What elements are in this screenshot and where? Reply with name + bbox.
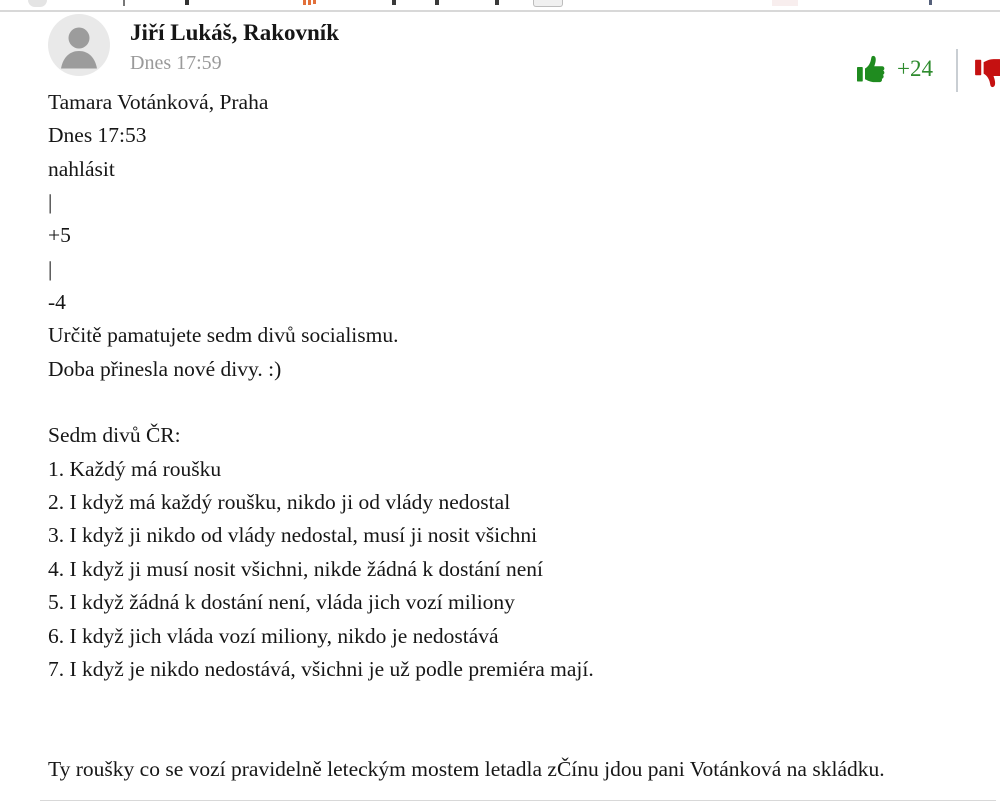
ui-fragment xyxy=(495,0,499,5)
comment-body xyxy=(48,86,1000,786)
ui-fragment xyxy=(313,0,316,4)
ui-fragment xyxy=(185,0,189,5)
person-icon xyxy=(48,14,110,76)
avatar xyxy=(48,14,110,76)
comment-body-line: 6. I když jich vláda vozí miliony, nikdo je nedostává xyxy=(48,623,499,648)
comment-body-line: Dnes 17:53 xyxy=(48,123,147,148)
comment-body-line: -4 xyxy=(48,290,66,315)
ui-fragment-button-bottom xyxy=(533,0,563,7)
comment-body-line: 2. I když má každý roušku, nikdo ji od vlády nedostal xyxy=(48,490,511,515)
ui-fragment xyxy=(392,0,396,5)
comment-body-line xyxy=(48,386,1000,419)
comment-body-line: | xyxy=(48,256,53,281)
ui-fragment xyxy=(28,0,47,7)
thumbs-down-icon[interactable] xyxy=(972,56,1000,88)
comment-body-line: +5 xyxy=(48,223,71,248)
ui-fragment xyxy=(772,0,798,6)
comment-body-line xyxy=(48,720,1000,753)
ui-fragment xyxy=(929,0,932,5)
comment-body-line: 7. I když je nikdo nedostává, všichni je už podle premiéra mají. xyxy=(48,656,594,681)
comment-author: Jiří Lukáš, Rakovník xyxy=(130,20,339,45)
upvote-count[interactable]: +24 xyxy=(897,56,933,81)
thumbs-up-icon[interactable] xyxy=(854,55,887,85)
cropped-previous-comment-row xyxy=(0,0,1000,10)
ui-fragment xyxy=(303,0,306,5)
comment-body-line: Tamara Votánková, Praha xyxy=(48,90,269,114)
comment-timestamp: Dnes 17:59 xyxy=(130,52,222,74)
comment-divider xyxy=(40,800,996,801)
comment-body-line: nahlásit xyxy=(48,156,115,181)
comment-body-line: Ty roušky co se vozí pravidelně leteckým mostem letadla zČínu jdou pani Votánková na skládku. xyxy=(48,756,885,781)
comment-body-line: | xyxy=(48,190,53,215)
comment-body-line: Určitě pamatujete sedm divů socialismu. xyxy=(48,323,399,348)
comment-body-line: Doba přinesla nové divy. :) xyxy=(48,356,282,381)
comment-body-line: 5. I když žádná k dostání není, vláda jich vozí miliony xyxy=(48,590,515,615)
comment-body-line: 1. Každý má roušku xyxy=(48,456,222,481)
comment-body-line: 3. I když ji nikdo od vlády nedostal, musí ji nosit všichni xyxy=(48,523,538,548)
comment-body-line xyxy=(48,686,1000,719)
ui-fragment xyxy=(123,0,125,6)
ui-fragment xyxy=(435,0,439,5)
comment-divider xyxy=(0,10,1000,12)
comment-body-line: Sedm divů ČR: xyxy=(48,423,181,448)
ui-fragment xyxy=(308,0,311,5)
comment-body-line: 4. I když ji musí nosit všichni, nikde žádná k dostání není xyxy=(48,556,544,581)
